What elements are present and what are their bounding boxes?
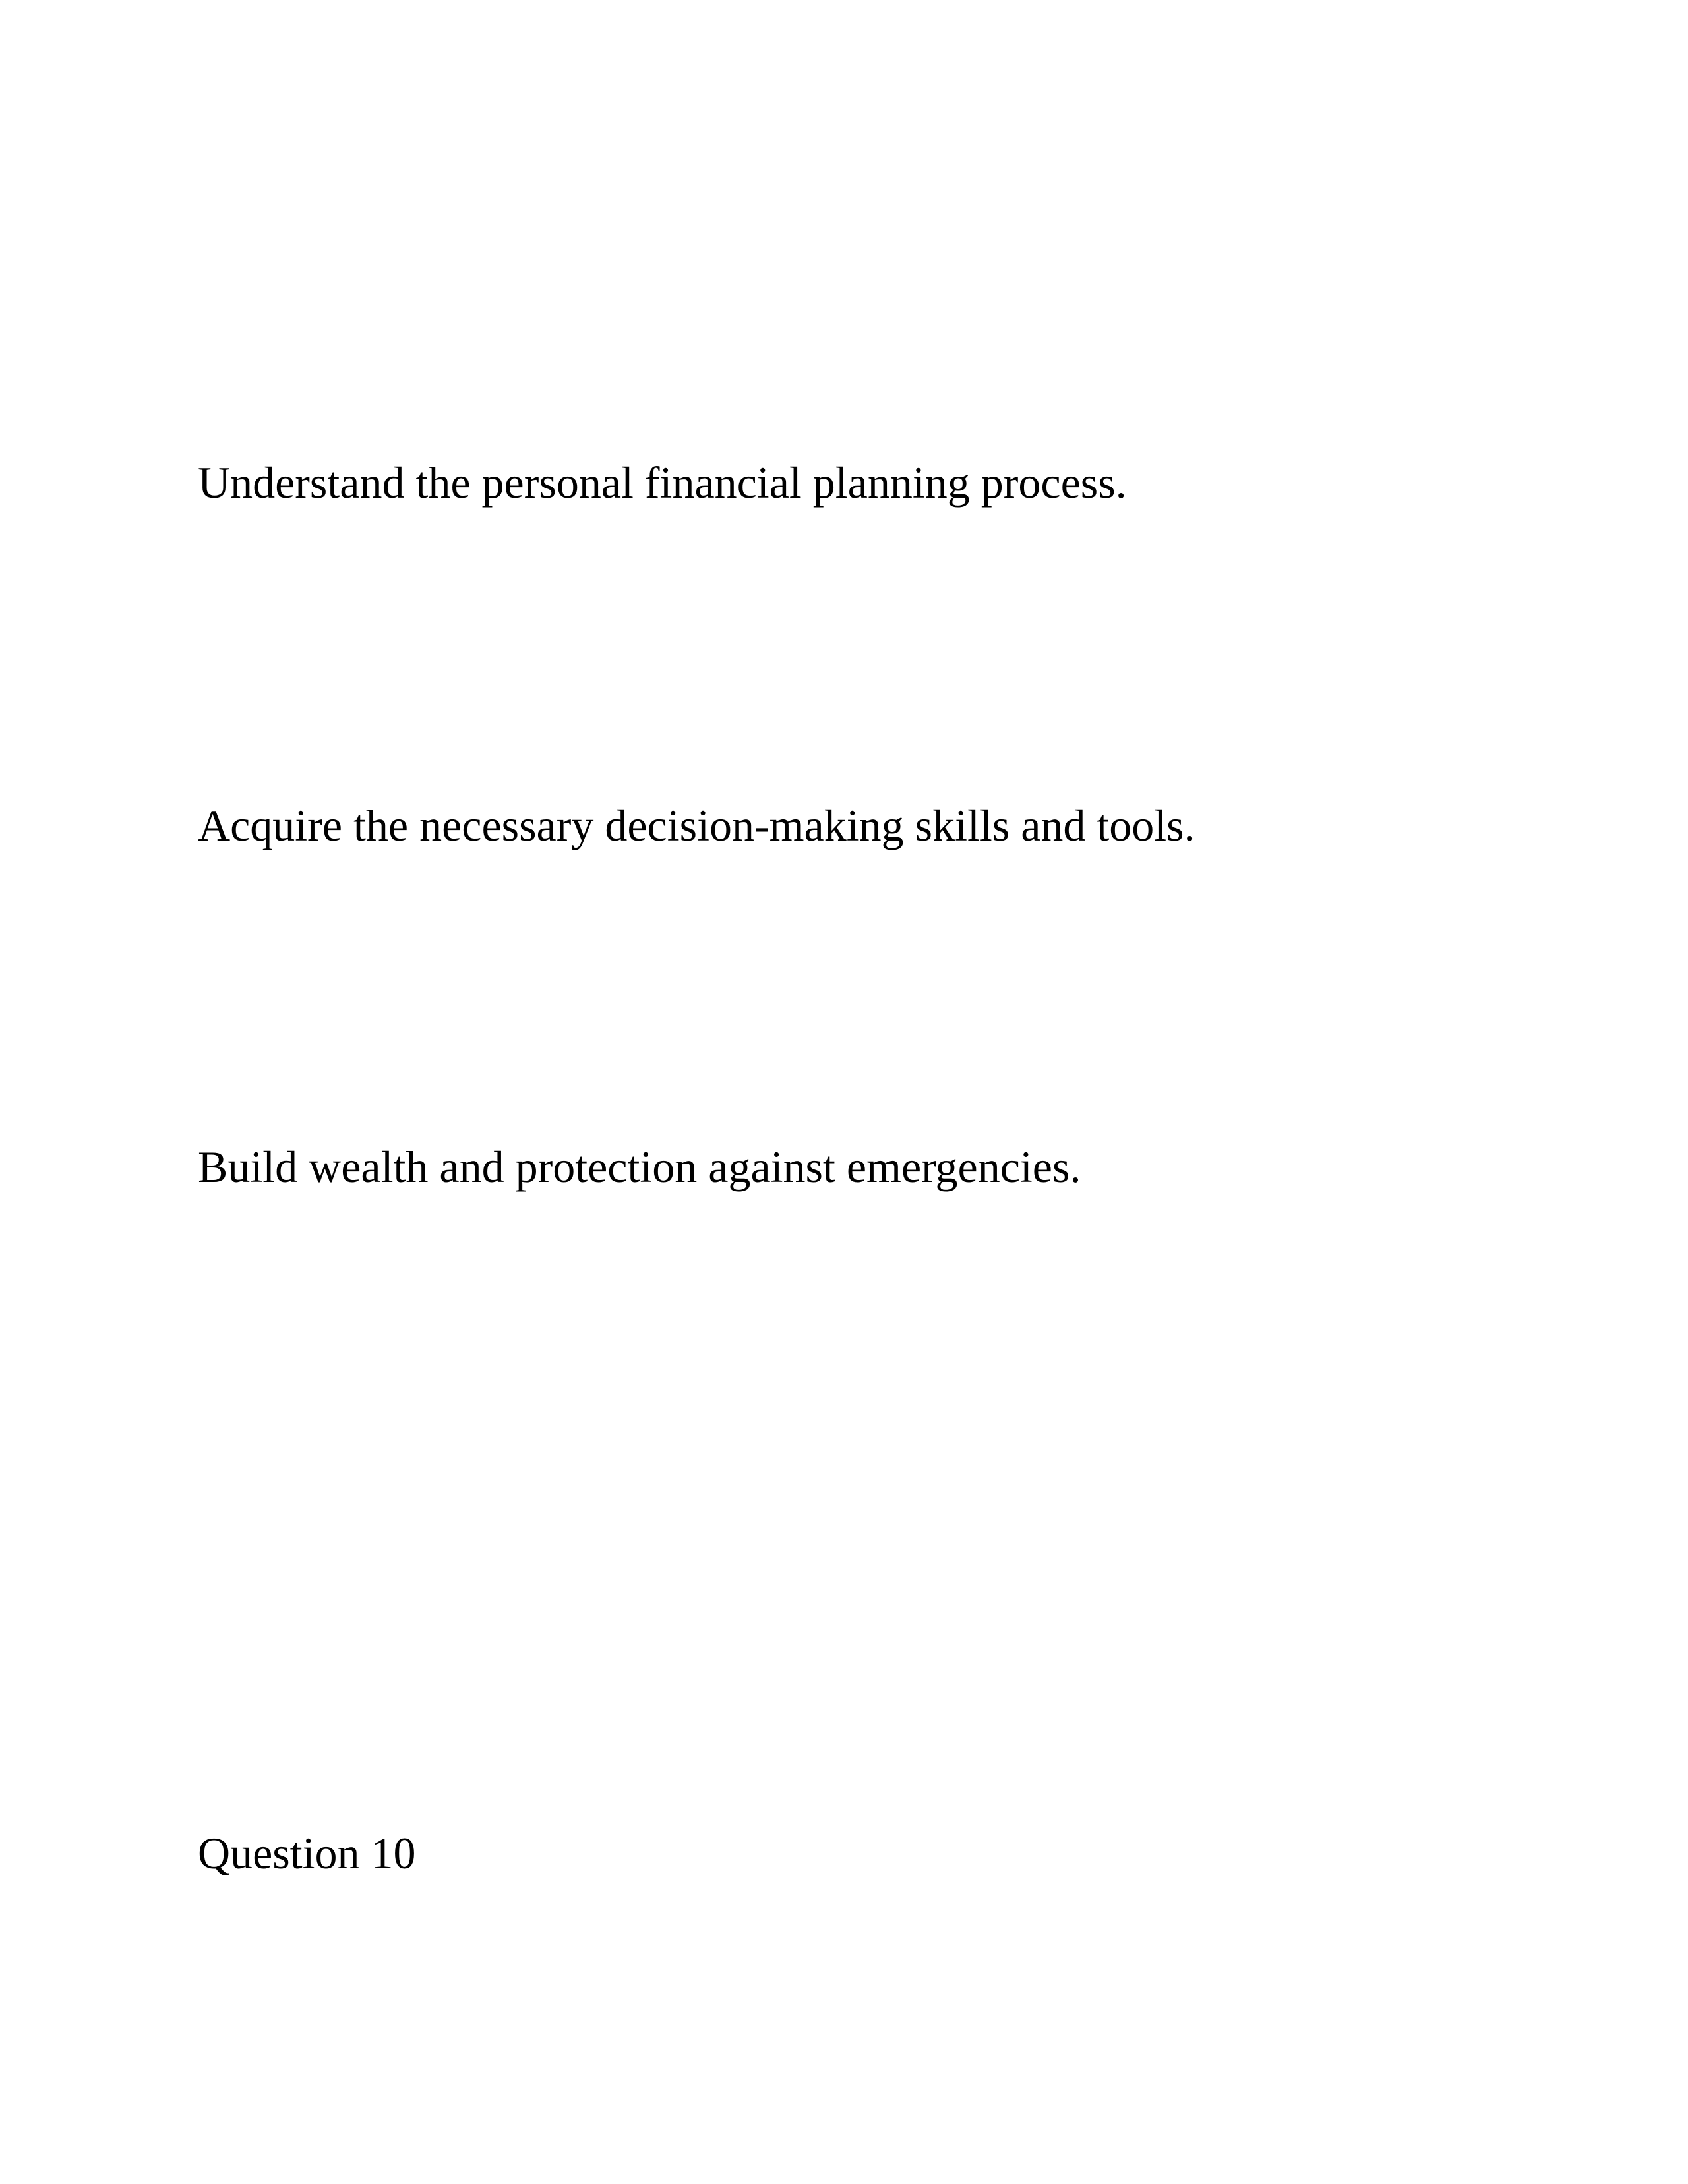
answer-option-text: Understand the personal financial planning process. (198, 457, 1127, 508)
answer-option-text: Acquire the necessary decision-making skills and tools. (198, 800, 1195, 850)
question-heading: Question 10 (198, 1828, 416, 1878)
answer-option-text: Build wealth and protection against emergencies. (198, 1142, 1081, 1192)
